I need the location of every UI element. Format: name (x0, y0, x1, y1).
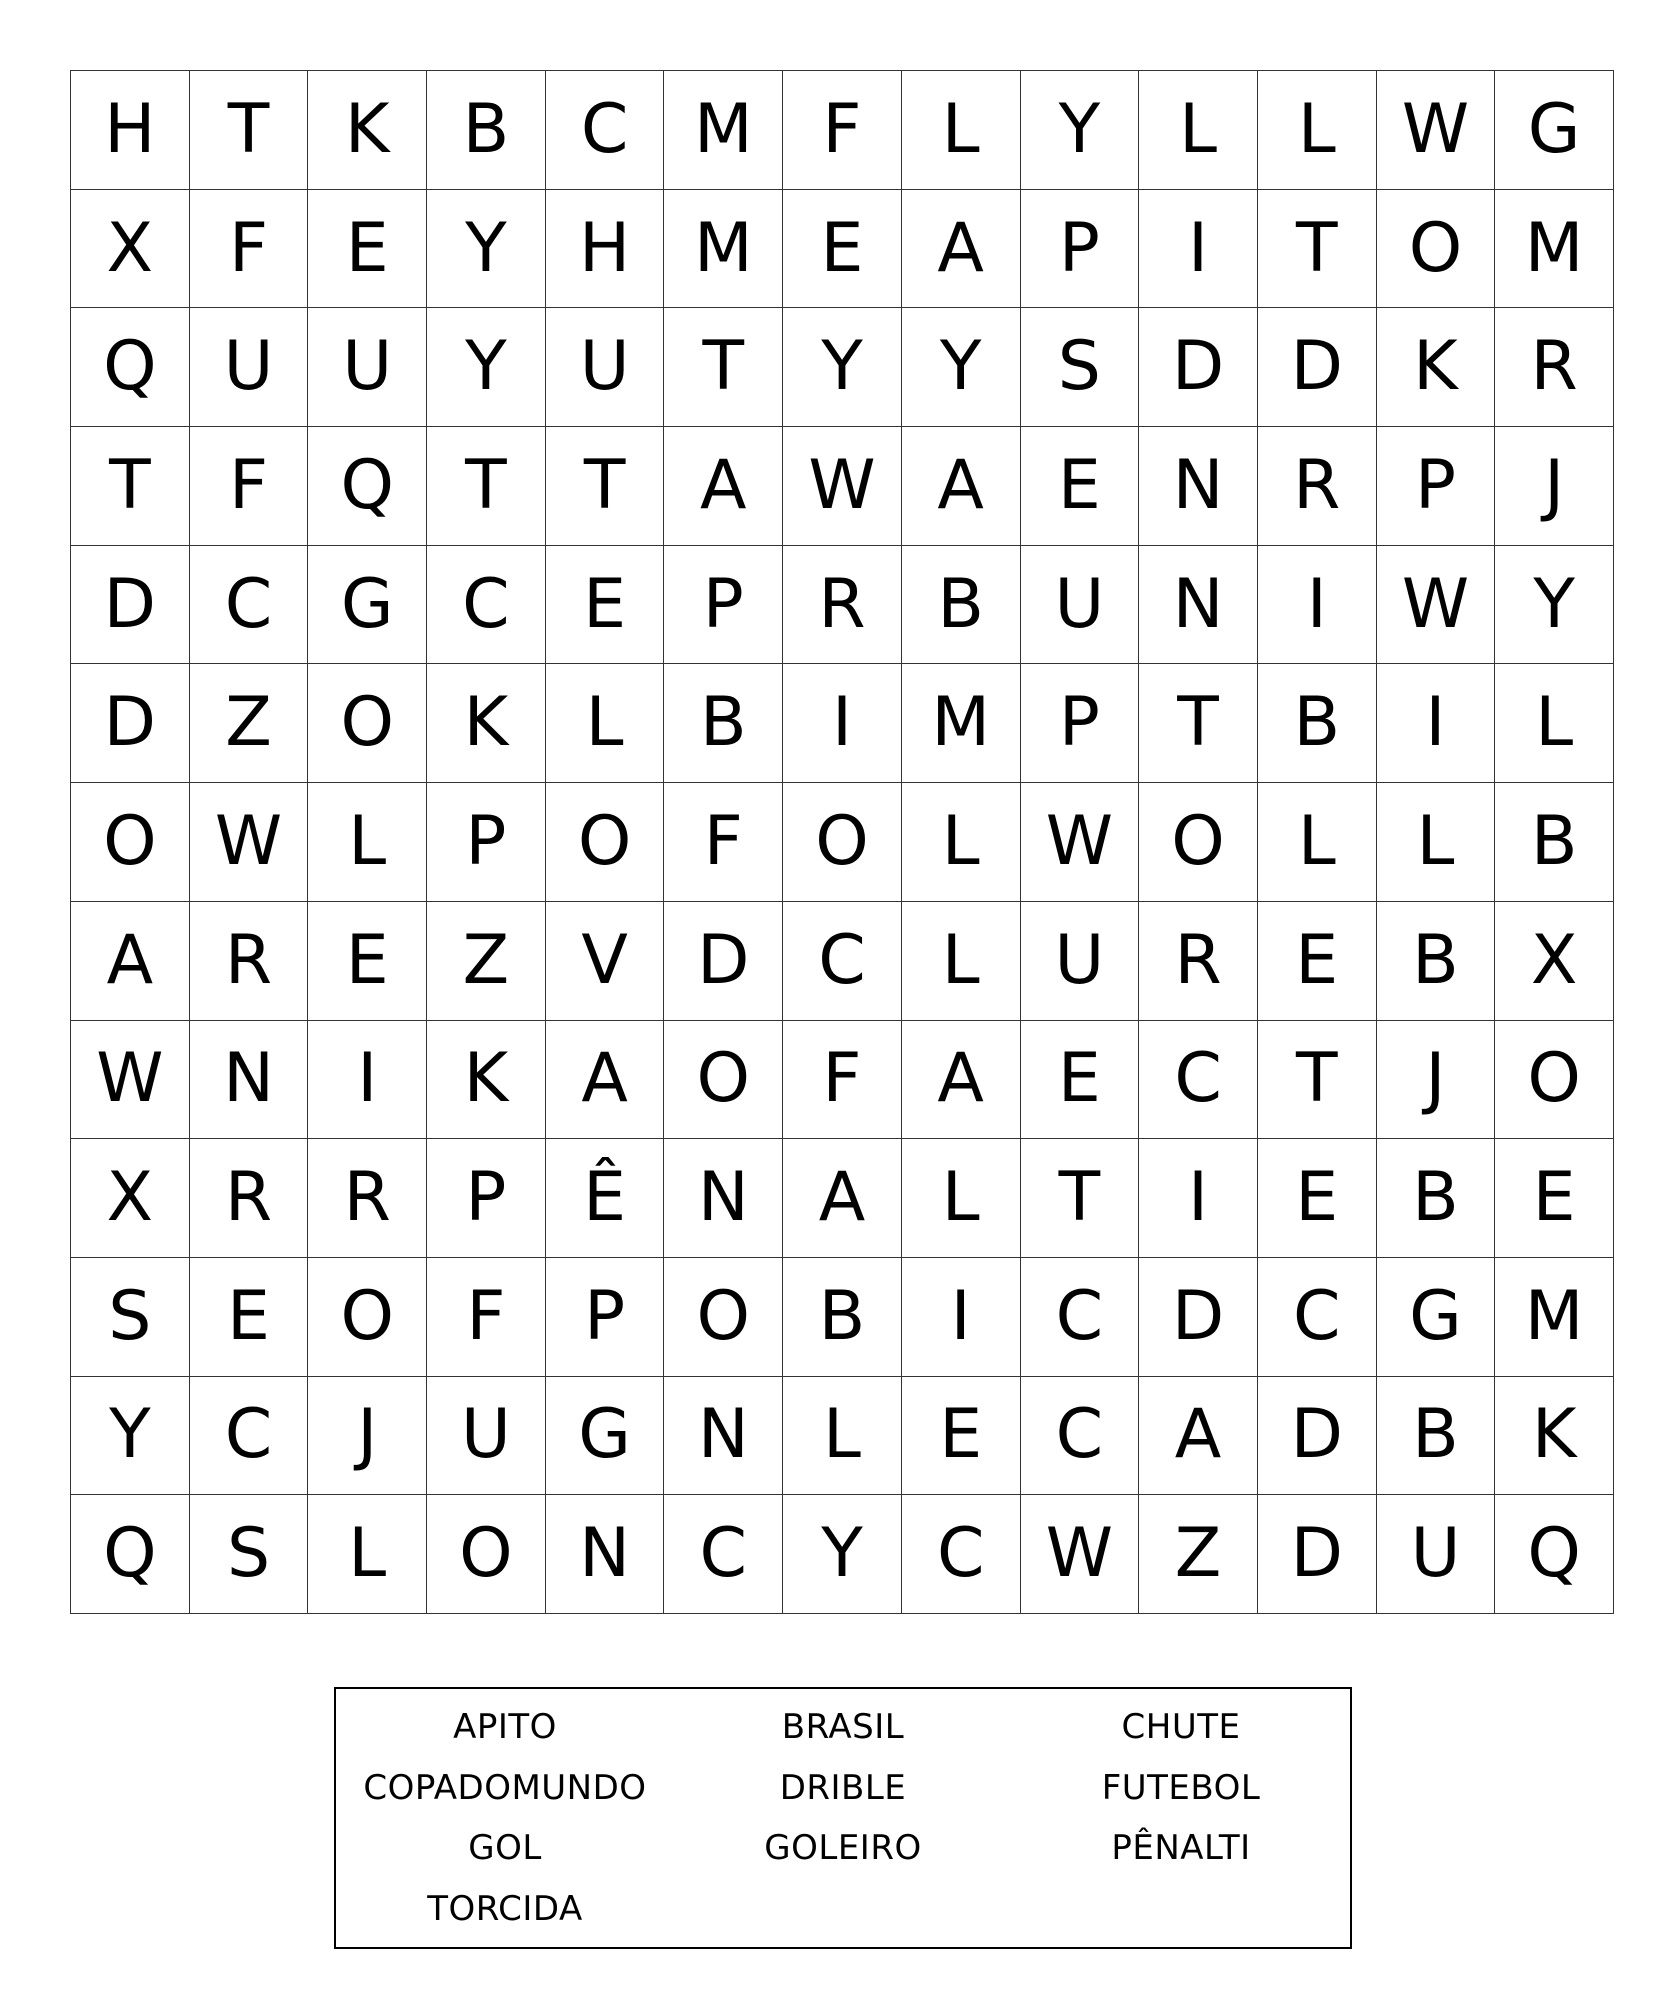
grid-cell[interactable]: L (308, 783, 427, 902)
grid-cell[interactable]: A (902, 190, 1021, 309)
grid-cell[interactable]: U (1021, 546, 1140, 665)
grid-cell[interactable]: C (427, 546, 546, 665)
grid-cell[interactable]: C (902, 1495, 1021, 1614)
grid-cell[interactable]: P (1021, 664, 1140, 783)
grid-cell[interactable]: Y (783, 308, 902, 427)
grid-cell[interactable]: R (190, 1139, 309, 1258)
grid-cell[interactable]: L (1258, 71, 1377, 190)
grid-cell[interactable]: U (427, 1377, 546, 1496)
grid-cell[interactable]: Q (308, 427, 427, 546)
grid-cell[interactable]: O (546, 783, 665, 902)
grid-cell[interactable]: E (190, 1258, 309, 1377)
grid-cell[interactable]: F (783, 71, 902, 190)
grid-cell[interactable]: M (664, 71, 783, 190)
grid-cell[interactable]: R (1139, 902, 1258, 1021)
grid-cell[interactable]: O (1495, 1021, 1614, 1140)
grid-cell[interactable]: F (427, 1258, 546, 1377)
grid-cell[interactable]: N (546, 1495, 665, 1614)
grid-cell[interactable]: C (190, 546, 309, 665)
grid-cell[interactable]: U (190, 308, 309, 427)
grid-cell[interactable]: P (664, 546, 783, 665)
grid-cell[interactable]: X (71, 1139, 190, 1258)
grid-cell[interactable]: I (902, 1258, 1021, 1377)
grid-cell[interactable]: Y (902, 308, 1021, 427)
grid-cell[interactable]: L (902, 71, 1021, 190)
grid-cell[interactable]: L (308, 1495, 427, 1614)
grid-cell[interactable]: P (1377, 427, 1496, 546)
grid-cell[interactable]: U (1021, 902, 1140, 1021)
grid-cell[interactable]: K (427, 1021, 546, 1140)
grid-cell[interactable]: W (783, 427, 902, 546)
grid-cell[interactable]: D (1258, 1377, 1377, 1496)
grid-cell[interactable]: U (308, 308, 427, 427)
word-list-item: TORCIDA (427, 1888, 583, 1929)
grid-cell[interactable]: O (783, 783, 902, 902)
grid-cell[interactable]: T (427, 427, 546, 546)
grid-cell[interactable]: S (71, 1258, 190, 1377)
grid-cell[interactable]: L (1377, 783, 1496, 902)
grid-cell[interactable]: A (71, 902, 190, 1021)
grid-cell[interactable]: L (783, 1377, 902, 1496)
letter-grid (70, 70, 1614, 1614)
grid-cell[interactable]: O (71, 783, 190, 902)
grid-cell[interactable]: E (1021, 1021, 1140, 1140)
grid-cell[interactable]: A (902, 1021, 1021, 1140)
grid-cell[interactable]: X (1495, 902, 1614, 1021)
grid-cell[interactable]: L (1139, 71, 1258, 190)
grid-cell[interactable]: I (783, 664, 902, 783)
grid-cell[interactable]: I (308, 1021, 427, 1140)
grid-cell[interactable]: N (1139, 427, 1258, 546)
grid-cell[interactable]: Z (1139, 1495, 1258, 1614)
grid-cell[interactable]: K (1377, 308, 1496, 427)
grid-cell[interactable]: N (1139, 546, 1258, 665)
grid-cell[interactable]: T (190, 71, 309, 190)
grid-cell[interactable]: A (664, 427, 783, 546)
word-list-item: COPADOMUNDO (363, 1767, 647, 1808)
grid-cell[interactable]: V (546, 902, 665, 1021)
grid-cell[interactable]: T (546, 427, 665, 546)
grid-cell[interactable]: Y (71, 1377, 190, 1496)
grid-cell[interactable]: Y (427, 190, 546, 309)
grid-cell[interactable]: C (1021, 1258, 1140, 1377)
word-list-item: CHUTE (1121, 1707, 1241, 1747)
grid-cell[interactable]: T (1258, 190, 1377, 309)
grid-cell[interactable]: D (1139, 1258, 1258, 1377)
grid-cell[interactable]: O (664, 1258, 783, 1377)
grid-cell[interactable]: B (902, 546, 1021, 665)
grid-cell[interactable]: L (1258, 783, 1377, 902)
grid-cell[interactable]: Q (1495, 1495, 1614, 1614)
grid-cell[interactable]: B (1377, 1139, 1496, 1258)
grid-cell[interactable]: C (546, 71, 665, 190)
grid-cell[interactable]: D (1139, 308, 1258, 427)
grid-cell[interactable]: W (1377, 71, 1496, 190)
grid-cell[interactable]: Y (783, 1495, 902, 1614)
grid-cell[interactable]: U (1377, 1495, 1496, 1614)
grid-cell[interactable]: R (783, 546, 902, 665)
grid-cell[interactable]: D (1258, 308, 1377, 427)
grid-cell[interactable]: L (546, 664, 665, 783)
grid-cell[interactable]: O (308, 664, 427, 783)
grid-cell[interactable]: B (1258, 664, 1377, 783)
grid-cell[interactable]: R (190, 902, 309, 1021)
grid-cell[interactable]: K (427, 664, 546, 783)
grid-cell[interactable]: D (71, 546, 190, 665)
grid-cell[interactable]: C (1021, 1377, 1140, 1496)
grid-cell[interactable]: X (71, 190, 190, 309)
grid-cell[interactable]: D (1258, 1495, 1377, 1614)
grid-cell[interactable]: O (1139, 783, 1258, 902)
grid-cell[interactable]: K (308, 71, 427, 190)
grid-cell[interactable]: E (1021, 427, 1140, 546)
grid-cell[interactable]: I (1377, 664, 1496, 783)
grid-cell[interactable]: B (1377, 1377, 1496, 1496)
grid-cell[interactable]: B (427, 71, 546, 190)
grid-cell[interactable]: E (1495, 1139, 1614, 1258)
grid-cell[interactable]: P (1021, 190, 1140, 309)
grid-cell[interactable]: M (1495, 1258, 1614, 1377)
grid-cell[interactable]: H (71, 71, 190, 190)
grid-cell[interactable]: B (1377, 902, 1496, 1021)
word-list-item: GOL (468, 1828, 542, 1868)
grid-cell[interactable]: E (546, 546, 665, 665)
grid-cell[interactable]: P (546, 1258, 665, 1377)
grid-cell[interactable]: E (783, 190, 902, 309)
grid-cell[interactable]: A (902, 427, 1021, 546)
grid-cell[interactable]: W (1377, 546, 1496, 665)
grid-cell[interactable]: Y (427, 308, 546, 427)
grid-cell[interactable]: L (902, 783, 1021, 902)
grid-cell[interactable]: Q (71, 308, 190, 427)
grid-cell[interactable]: W (1021, 1495, 1140, 1614)
grid-cell[interactable]: O (1377, 190, 1496, 309)
grid-cell[interactable]: M (664, 190, 783, 309)
grid-cell[interactable]: L (1495, 664, 1614, 783)
grid-cell[interactable]: A (783, 1139, 902, 1258)
grid-cell[interactable]: R (308, 1139, 427, 1258)
grid-cell[interactable]: J (1377, 1021, 1496, 1140)
grid-cell[interactable]: E (308, 902, 427, 1021)
grid-cell[interactable]: T (1021, 1139, 1140, 1258)
grid-cell[interactable]: Y (1495, 546, 1614, 665)
grid-cell[interactable]: P (427, 1139, 546, 1258)
word-list (334, 1687, 1352, 1949)
grid-cell[interactable]: D (664, 902, 783, 1021)
grid-cell[interactable]: M (1495, 190, 1614, 309)
word-list-item: GOLEIRO (764, 1828, 922, 1868)
grid-cell[interactable]: Z (427, 902, 546, 1021)
grid-cell[interactable]: I (1139, 1139, 1258, 1258)
grid-cell[interactable]: B (783, 1258, 902, 1377)
grid-cell[interactable]: N (664, 1139, 783, 1258)
grid-cell[interactable]: B (664, 664, 783, 783)
grid-cell[interactable]: C (1139, 1021, 1258, 1140)
grid-cell[interactable]: F (664, 783, 783, 902)
grid-cell[interactable]: Z (190, 664, 309, 783)
grid-cell[interactable]: T (71, 427, 190, 546)
word-list-item: FUTEBOL (1101, 1767, 1261, 1808)
grid-cell[interactable]: F (190, 427, 309, 546)
grid-cell[interactable]: K (1495, 1377, 1614, 1496)
grid-cell[interactable]: G (308, 546, 427, 665)
grid-cell[interactable]: W (1021, 783, 1140, 902)
grid-cell[interactable]: Ê (546, 1139, 665, 1258)
grid-cell[interactable]: U (546, 308, 665, 427)
grid-cell[interactable]: R (1258, 427, 1377, 546)
grid-cell[interactable]: S (190, 1495, 309, 1614)
word-list-item: BRASIL (781, 1707, 905, 1747)
word-list-item: PÊNALTI (1111, 1828, 1251, 1868)
grid-cell[interactable]: R (1495, 308, 1614, 427)
grid-cell[interactable]: T (1258, 1021, 1377, 1140)
word-list-item: DRIBLE (779, 1767, 907, 1808)
grid-cell[interactable]: S (1021, 308, 1140, 427)
grid-cell[interactable]: E (308, 190, 427, 309)
grid-cell[interactable]: W (71, 1021, 190, 1140)
grid-cell[interactable]: M (902, 664, 1021, 783)
grid-cell[interactable]: G (1495, 71, 1614, 190)
grid-cell[interactable]: F (190, 190, 309, 309)
grid-cell[interactable]: E (1258, 902, 1377, 1021)
grid-cell[interactable]: O (427, 1495, 546, 1614)
grid-cell[interactable]: F (783, 1021, 902, 1140)
grid-cell[interactable]: A (1139, 1377, 1258, 1496)
word-list-item: APITO (453, 1707, 557, 1747)
grid-cell[interactable]: L (902, 1139, 1021, 1258)
grid-cell[interactable]: C (783, 902, 902, 1021)
grid-cell[interactable]: T (664, 308, 783, 427)
grid-cell[interactable]: B (1495, 783, 1614, 902)
grid-cell[interactable]: E (902, 1377, 1021, 1496)
grid-cell[interactable]: O (308, 1258, 427, 1377)
grid-cell[interactable]: L (902, 902, 1021, 1021)
grid-cell[interactable]: N (190, 1021, 309, 1140)
grid-cell[interactable]: H (546, 190, 665, 309)
grid-cell[interactable]: C (1258, 1258, 1377, 1377)
grid-cell[interactable]: J (308, 1377, 427, 1496)
grid-cell[interactable]: I (1139, 190, 1258, 309)
grid-cell[interactable]: A (546, 1021, 665, 1140)
grid-cell[interactable]: P (427, 783, 546, 902)
grid-cell[interactable]: W (190, 783, 309, 902)
grid-cell[interactable]: Q (71, 1495, 190, 1614)
grid-cell[interactable]: G (546, 1377, 665, 1496)
grid-cell[interactable]: D (71, 664, 190, 783)
grid-cell[interactable]: O (664, 1021, 783, 1140)
grid-cell[interactable]: C (664, 1495, 783, 1614)
grid-cell[interactable]: T (1139, 664, 1258, 783)
grid-cell[interactable]: I (1258, 546, 1377, 665)
grid-cell[interactable]: E (1258, 1139, 1377, 1258)
grid-cell[interactable]: G (1377, 1258, 1496, 1377)
grid-cell[interactable]: N (664, 1377, 783, 1496)
grid-cell[interactable]: C (190, 1377, 309, 1496)
grid-cell[interactable]: Y (1021, 71, 1140, 190)
grid-cell[interactable]: J (1495, 427, 1614, 546)
